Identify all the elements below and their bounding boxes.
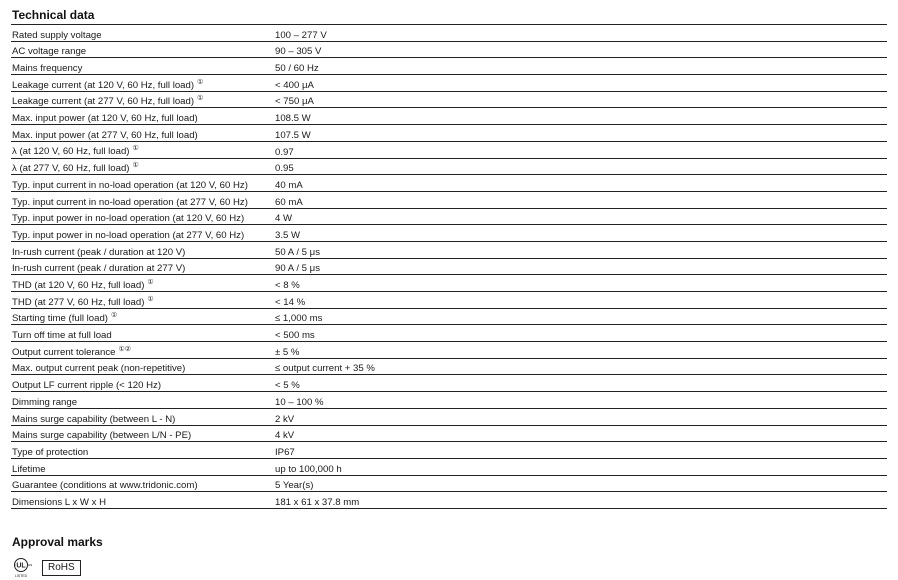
footnote-marker: ①②: [118, 345, 132, 353]
spec-parameter: [11, 58, 275, 75]
spec-parameter: [11, 275, 275, 292]
spec-parameter-label: Type of protection: [12, 446, 89, 458]
spec-value: < 400 μA: [275, 75, 887, 92]
spec-parameter-label: λ (at 277 V, 60 Hz, full load): [12, 163, 130, 175]
spec-parameter: [11, 208, 275, 225]
spec-parameter-label: In-rush current (peak / duration at 277 V): [12, 263, 186, 275]
spec-row: [11, 175, 887, 192]
spec-row: [11, 41, 887, 58]
spec-row: [11, 358, 887, 375]
spec-row: [11, 141, 887, 158]
spec-parameter-label: Mains frequency: [12, 63, 83, 75]
spec-parameter-label: λ (at 120 V, 60 Hz, full load): [12, 146, 130, 158]
spec-row: [11, 308, 887, 325]
approval-marks: [12, 557, 81, 579]
spec-value: 4 kV: [275, 425, 887, 442]
spec-row: [11, 275, 887, 292]
technical-data-table: [11, 24, 887, 509]
spec-value: < 8 %: [275, 275, 887, 292]
spec-row: [11, 158, 887, 175]
spec-parameter-label: Lifetime: [12, 463, 46, 475]
spec-parameter: [11, 292, 275, 309]
spec-value: 181 x 61 x 37.8 mm: [275, 492, 887, 509]
spec-parameter-label: Starting time (full load): [12, 313, 108, 325]
spec-parameter: [11, 325, 275, 342]
spec-row: [11, 25, 887, 42]
spec-parameter-label: Max. output current peak (non-repetitive): [12, 363, 186, 375]
ul-listed-icon: [12, 557, 36, 579]
spec-row: [11, 125, 887, 142]
spec-parameter-label: Dimensions L x W x H: [12, 496, 107, 508]
spec-parameter: [11, 25, 275, 42]
spec-parameter-label: Dimming range: [12, 396, 78, 408]
footnote-marker: ①: [147, 278, 154, 286]
spec-value: 2 kV: [275, 408, 887, 425]
spec-row: [11, 458, 887, 475]
footnote-marker: ①: [197, 95, 204, 103]
spec-parameter: [11, 258, 275, 275]
footnote-marker: ①: [147, 295, 154, 303]
spec-parameter: [11, 308, 275, 325]
spec-value: 90 – 305 V: [275, 41, 887, 58]
spec-parameter-label: Guarantee (conditions at www.tridonic.com): [12, 480, 198, 492]
svg-text:us: us: [28, 562, 33, 567]
spec-value: 90 A / 5 μs: [275, 258, 887, 275]
spec-row: [11, 225, 887, 242]
footnote-marker: ①: [132, 145, 139, 153]
spec-value: 107.5 W: [275, 125, 887, 142]
spec-parameter: [11, 375, 275, 392]
spec-row: [11, 425, 887, 442]
spec-parameter-label: Leakage current (at 120 V, 60 Hz, full load): [12, 79, 195, 91]
spec-row: [11, 58, 887, 75]
svg-text:LISTED: LISTED: [14, 574, 28, 578]
spec-value: 0.95: [275, 158, 887, 175]
spec-row: [11, 342, 887, 359]
spec-row: [11, 241, 887, 258]
spec-value: < 14 %: [275, 292, 887, 309]
spec-value: 5 Year(s): [275, 475, 887, 492]
spec-parameter: [11, 358, 275, 375]
spec-value: 60 mA: [275, 191, 887, 208]
spec-parameter-label: Turn off time at full load: [12, 330, 112, 342]
spec-parameter: [11, 125, 275, 142]
spec-row: [11, 392, 887, 409]
spec-row: [11, 91, 887, 108]
spec-parameter: [11, 225, 275, 242]
spec-value: ≤ 1,000 ms: [275, 308, 887, 325]
spec-parameter: [11, 425, 275, 442]
spec-row: [11, 208, 887, 225]
footnote-marker: ①: [132, 162, 139, 169]
svg-text:c: c: [14, 562, 16, 567]
spec-parameter-label: Mains surge capability (between L/N - PE): [12, 430, 192, 442]
spec-value: ≤ output current + 35 %: [275, 358, 887, 375]
spec-parameter: [11, 175, 275, 192]
spec-parameter-label: Output LF current ripple (< 120 Hz): [12, 380, 162, 392]
spec-value: 3.5 W: [275, 225, 887, 242]
spec-parameter-label: Typ. input power in no-load operation (at 120 V, 60 Hz): [12, 213, 245, 225]
spec-parameter: [11, 241, 275, 258]
spec-row: [11, 258, 887, 275]
spec-parameter: [11, 75, 275, 92]
spec-value: 10 – 100 %: [275, 392, 887, 409]
spec-parameter-label: THD (at 277 V, 60 Hz, full load): [12, 296, 145, 308]
spec-row: [11, 75, 887, 92]
spec-parameter-label: Typ. input current in no-load operation (at 120 V, 60 Hz): [12, 179, 248, 191]
spec-parameter: [11, 342, 275, 359]
spec-row: [11, 475, 887, 492]
spec-value: ± 5 %: [275, 342, 887, 359]
spec-parameter: [11, 141, 275, 158]
spec-parameter: [11, 41, 275, 58]
spec-parameter: [11, 475, 275, 492]
spec-parameter: [11, 408, 275, 425]
spec-value: up to 100,000 h: [275, 458, 887, 475]
spec-row: [11, 492, 887, 509]
spec-parameter-label: Typ. input current in no-load operation (at 277 V, 60 Hz): [12, 196, 248, 208]
spec-row: [11, 292, 887, 309]
spec-parameter-label: Rated supply voltage: [12, 29, 102, 41]
spec-value: 50 A / 5 μs: [275, 241, 887, 258]
spec-value: < 750 μA: [275, 91, 887, 108]
footnote-marker: ①: [197, 78, 204, 86]
spec-value: 0.97: [275, 141, 887, 158]
approval-marks-title: Approval marks: [12, 535, 103, 549]
spec-parameter: [11, 442, 275, 459]
spec-parameter: [11, 458, 275, 475]
spec-parameter-label: AC voltage range: [12, 46, 87, 58]
svg-text:UL: UL: [16, 562, 26, 570]
spec-value: < 500 ms: [275, 325, 887, 342]
spec-parameter-label: Output current tolerance: [12, 346, 116, 358]
spec-parameter-label: Max. input power (at 277 V, 60 Hz, full load): [12, 129, 198, 141]
spec-parameter-label: Typ. input power in no-load operation (at 277 V, 60 Hz): [12, 229, 245, 241]
spec-parameter-label: THD (at 120 V, 60 Hz, full load): [12, 280, 145, 291]
spec-parameter: [11, 392, 275, 409]
spec-parameter-label: Mains surge capability (between L - N): [12, 413, 176, 425]
spec-parameter: [11, 91, 275, 108]
spec-parameter: [11, 108, 275, 125]
spec-parameter-label: Max. input power (at 120 V, 60 Hz, full load): [12, 113, 198, 125]
spec-parameter-label: Leakage current (at 277 V, 60 Hz, full load): [12, 96, 195, 108]
spec-parameter-label: In-rush current (peak / duration at 120 V): [12, 246, 186, 258]
technical-data-title: Technical data: [12, 8, 95, 22]
spec-row: [11, 375, 887, 392]
spec-parameter: [11, 492, 275, 509]
spec-value: IP67: [275, 442, 887, 459]
spec-value: 50 / 60 Hz: [275, 58, 887, 75]
spec-row: [11, 108, 887, 125]
spec-value: < 5 %: [275, 375, 887, 392]
spec-value: 100 – 277 V: [275, 25, 887, 42]
spec-parameter: [11, 191, 275, 208]
spec-value: 40 mA: [275, 175, 887, 192]
spec-value: 108.5 W: [275, 108, 887, 125]
spec-parameter: [11, 158, 275, 175]
spec-value: 4 W: [275, 208, 887, 225]
footnote-marker: ①: [110, 312, 118, 320]
rohs-mark: RoHS: [42, 560, 81, 576]
spec-row: [11, 325, 887, 342]
spec-row: [11, 442, 887, 459]
spec-row: [11, 408, 887, 425]
spec-row: [11, 191, 887, 208]
